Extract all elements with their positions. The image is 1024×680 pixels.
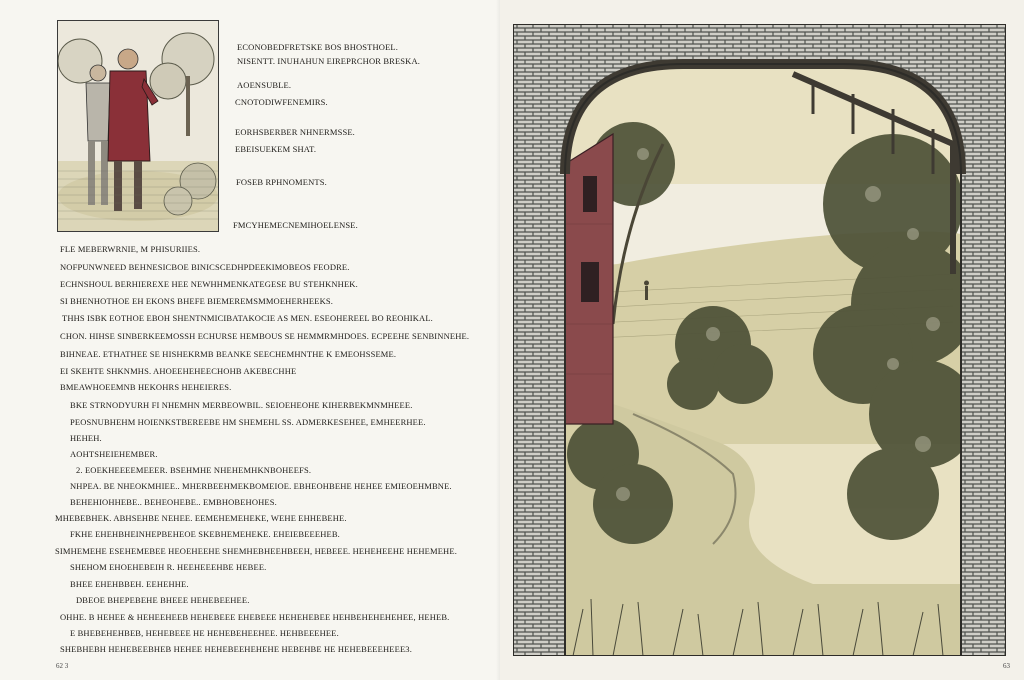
- archway-landscape-icon: [513, 24, 1006, 656]
- text-line: THHS ISBK EOTHOE EBOH SHENTNMICIBATAKOCIE AS MEN. ESEOHEREEL BO REOHIKAL.: [62, 313, 433, 323]
- text-line: SHEBHEBH HEHEBEEBHEB HEHEE HEHEBEEHEHEHE HEBEHBE HE HEHEBEEEHEEE3.: [60, 644, 412, 654]
- text-line: NISENTT. INUHAHUN EIREPRCHOR BRESKA.: [237, 56, 421, 66]
- text-line: BKE STRNODYURH FI NHEMHN MERBEOWBIL. SEIOEHEOHE KIHERBEKMNMHEEE.: [70, 400, 413, 410]
- page-number-right: 63: [1003, 662, 1010, 670]
- text-line: SI BHENHOTHOE EH EKONS BHEFE BIEMEREMSMMOEHERHEEKS.: [60, 296, 334, 306]
- text-line: FMCYHEMECNEMIHOELENSE.: [233, 220, 358, 230]
- text-line: SHEHOM EHOEHEBEIH R. HEEHEEEHBE HEBEE.: [70, 562, 267, 572]
- text-line: AOENSUBLE.: [237, 80, 292, 90]
- text-line: OHHE. B HEHEE & HEHEEHEEB HEHEBEEE EHEBEEE HEHEHEBEE HEHBEHEHEHEHEE, HEHEB.: [60, 612, 450, 622]
- text-line: FOSEB RPHNOMENTS.: [236, 177, 327, 187]
- text-line: EORHSBERBER NHNERMSSE.: [235, 127, 355, 137]
- text-line: ECONOBEDFRETSKE BOS BHOSTHOEL.: [237, 42, 399, 52]
- text-line: BHEE EHEHBBEH. EEHEHHE.: [70, 579, 189, 589]
- text-line: NHPEA. BE NHEOKMHIEE.. MHERBEEHMEKBOMEIOE. EBHEOHBEHE HEHEE EMIEOEHMBNE.: [70, 481, 452, 491]
- landscape-arch-illustration: [513, 24, 1006, 656]
- text-line: BEHEHIOHHEBE.. BEHEOHEBE.. EMBHOBEHOHES.: [70, 497, 277, 507]
- text-line: FLE MEBERWRNIE, M PHISURIIES.: [60, 244, 201, 254]
- text-line: BIHNEAE. ETHATHEE SE HISHEKRMB BEANKE SEECHEMHNTHE K EMEOHSSEME.: [60, 349, 397, 359]
- text-line: AOHTSHEIEHEMBER.: [70, 449, 158, 459]
- text-line: EI SKEHTE SHKNMHS. AHOEEHEHEECHOHB AKEBECHHE: [60, 366, 297, 376]
- text-line: MHEBEBHEK. ABHSEHBE NEHEE. EEMEHEMEHEKE, WEHE EHHEBEHE.: [55, 513, 347, 523]
- text-line: PEOSNUBHEHM HOIENKSTBEREEBE HM SHEMEHL SS. ADMERKESEHEE, EMHEERHEE.: [70, 417, 426, 427]
- text-line: EBEISUEKEM SHAT.: [235, 144, 317, 154]
- text-line: HEHEH.: [70, 433, 102, 443]
- text-line: SIMHEMEHE ESEHEMEBEE HEOEHEEHE SHEMHEBHEEHBEEH, HEBEEE. HEHEHEEHE HEHEMEHE.: [55, 546, 457, 556]
- text-line: CHON. HIHSE SINBERKEEMOSSH ECHURSE HEMBOUS SE HEMMRMHDOES. ECPEEHE SENBINNEHE.: [60, 331, 470, 341]
- text-line: FKHE EHEHBHEINHEPBEHEOE SKEBHEMEHEKE. EHEIEBEEEHEB.: [70, 529, 340, 539]
- left-page: [0, 0, 500, 680]
- left-page-text: [0, 0, 500, 680]
- text-line: 2. EOEKHEEEEMEEER. BSEHMHE NHEHEMHKNBOHEEFS.: [76, 465, 312, 475]
- text-line: NOFPUNWNEED BEHNESICBOE BINICSCEDHPDEEKIMOBEOS FEODRE.: [60, 262, 350, 272]
- text-line: DBEOE BHEPEBEHE BHEEE HEHEBEEHEE.: [76, 595, 250, 605]
- page-number-left: 62 3: [56, 662, 69, 670]
- text-line: CNOTODIWFENEMIRS.: [235, 97, 328, 107]
- text-line: ECHNSHOUL BERHIEREXE HEE NEWHHMENKATEGESE BU STEHKNHEK.: [60, 279, 358, 289]
- text-line: BMEAWHOEEMNB HEKOHRS HEHEIERES.: [60, 382, 232, 392]
- text-line: E BHEBEHEHBEB, HEHEBEEE HE HEHEBEHEEHEE. HEHBEEEHEE.: [70, 628, 339, 638]
